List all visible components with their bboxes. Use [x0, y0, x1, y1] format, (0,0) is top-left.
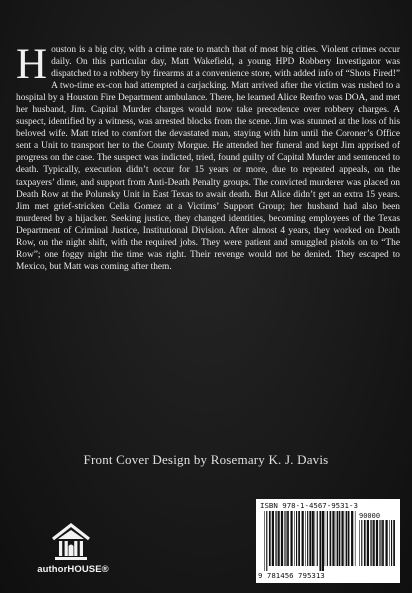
synopsis-body: ouston is a big city, with a crime rate to match that of most big cities. Violent crimes occur daily. On this particular day, Matt Wakefield, a young HPD Robbery Investigator was dispatched to a robbery by firearms at a convenience store, with added info of “Shots Fired!” A two-time ex-con had attempted a carjacking. Matt arrived after the victim was rushed to a hospital by a Houston Fire Department ambulance. There, he learned Alice Renfro was DOA, and met her husband, Jim. Capital Murder charges would now take precedence over robbery charges. A suspect, identified by a witness, was arrested blocks from the scene. Jim was stunned at the loss of his beloved wife. Matt tried to comfort the devastated man, staying with him until the Coroner’s Office sent a Unit to transport her to the County Morgue. He attended her funeral and kept Jim apprised of progress on the case. The suspect was indicted, tried, found guilty of Capital Murder and sentenced to death. Typically, execution didn’t occur for 15 years or more, due to repeated appeals, on the taxpayers’ dime, and support from Anti-Death Penalty groups. The convicted murderer was placed on Death Row at the Polunsky Unit in East Texas to await death. But Alice didn’t get an extra 15 years. Jim met grief-stricken Celia Gomez at a Victims’ Support Group; her husband had also been murdered by a hijacker. Seeking justice, they changed identities, becoming employees of the Texas Department of Criminal Justice, Institutional Division. After almost 4 years, they worked on Death Row, on the night shift, with the required jobs. They were patient and smuggled pistols on to “The Row”; one foggy night the time was right. Their revenge would not be denied. They escaped to Mexico, but Matt was coming after them. — [16, 45, 400, 272]
isbn-barcode — [256, 499, 400, 583]
house-columns-icon — [49, 522, 93, 562]
addon-bars — [359, 520, 395, 571]
price-code: 90000 — [359, 512, 381, 520]
ean-digits: 9 781456 795313 — [258, 571, 325, 580]
cover-design-credit: Front Cover Design by Rosemary K. J. Davis — [83, 452, 329, 467]
drop-cap-letter: H — [16, 41, 48, 88]
ean-bars — [264, 511, 356, 571]
publisher-name: authorHOUSE® — [37, 564, 109, 575]
synopsis-text — [16, 41, 400, 273]
isbn-number: ISBN 978-1-4567-9531-3 — [260, 501, 358, 510]
publisher-logo — [28, 522, 118, 578]
